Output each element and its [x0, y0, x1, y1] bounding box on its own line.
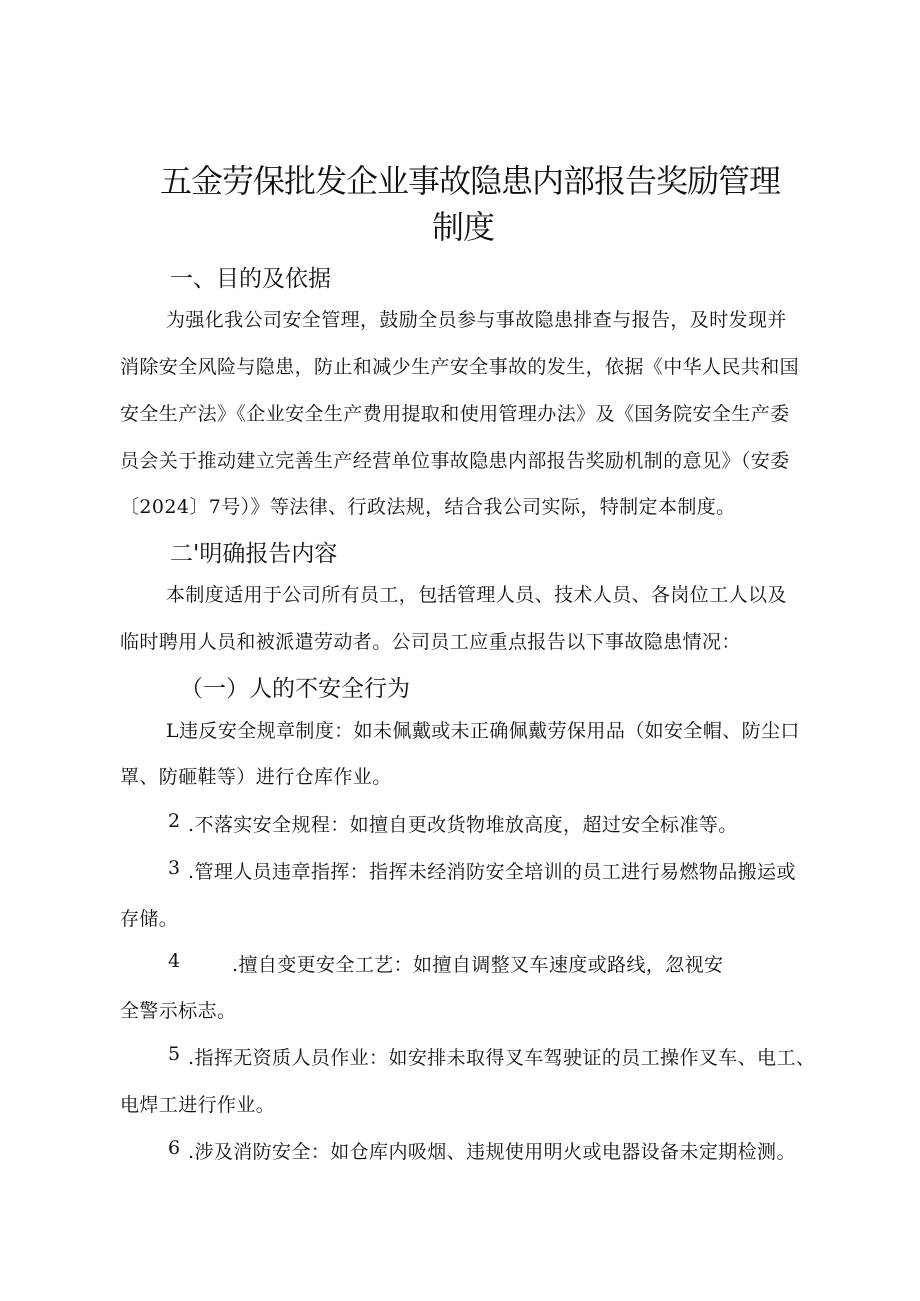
list-item-line: 全警示标志。 [120, 1000, 237, 1022]
list-item-line: .不落实安全规程：如擅自更改货物堆放高度，超过安全标准等。 [188, 814, 738, 836]
list-item-line: .指挥无资质人员作业：如安排未取得叉车驾驶证的员工操作叉车、电工、 [188, 1047, 816, 1069]
list-item-number: 4 [168, 950, 181, 972]
section-1-heading: 一、目的及依据 [170, 266, 331, 292]
list-item-number: 2 [168, 810, 181, 832]
section-1-paragraph-line: 〔2024〕7号）》等法律、行政法规，结合我公司实际，特制定本制度。 [120, 496, 736, 518]
list-item-number: 6 [168, 1137, 181, 1159]
section-1-paragraph-line: 安全生产法》《企业安全生产费用提取和使用管理办法》及《国务院安全生产委 [120, 403, 790, 425]
section-1-paragraph-line: 员会关于推动建立完善生产经营单位事故隐患内部报告奖励机制的意见》（安委 [120, 450, 790, 472]
list-item-line: .涉及消防安全：如仓库内吸烟、违规使用明火或电器设备未定期检测。 [188, 1141, 796, 1163]
list-item-number: 3 [168, 857, 181, 879]
section-1-paragraph-line: 为强化我公司安全管理，鼓励全员参与事故隐患排查与报告，及时发现并 [166, 309, 787, 331]
section-1-paragraph-line: 消除安全风险与隐患，防止和减少生产安全事故的发生，依据《中华人民共和国 [120, 356, 800, 378]
list-item-line: .擅自变更安全工艺：如擅自调整叉车速度或路线，忽视安 [232, 954, 724, 976]
list-item-line: L违反安全规章制度：如未佩戴或未正确佩戴劳保用品（如安全帽、防尘口 [166, 720, 800, 742]
section-2-paragraph-line: 本制度适用于公司所有员工，包括管理人员、技术人员、各岗位工人以及 [166, 584, 787, 606]
section-2-subheading: （一）人的不安全行为 [180, 676, 410, 702]
list-item-line: .管理人员违章指挥：指挥未经消防安全培训的员工进行易燃物品搬运或 [188, 861, 796, 883]
list-item-line: 存储。 [120, 908, 179, 930]
list-item-line: 罩、防砸鞋等）进行仓库作业。 [120, 766, 392, 788]
section-2-paragraph-line: 临时聘用人员和被派遣劳动者。公司员工应重点报告以下事故隐患情况： [120, 631, 741, 653]
document-title-line-1: 五金劳保批发企业事故隐患内部报告奖励管理 [160, 162, 781, 200]
list-item-line: 电焊工进行作业。 [120, 1094, 276, 1116]
section-2-heading: 二'明确报告内容 [170, 541, 338, 567]
document-title-line-2: 制度 [432, 208, 495, 246]
list-item-number: 5 [168, 1043, 181, 1065]
